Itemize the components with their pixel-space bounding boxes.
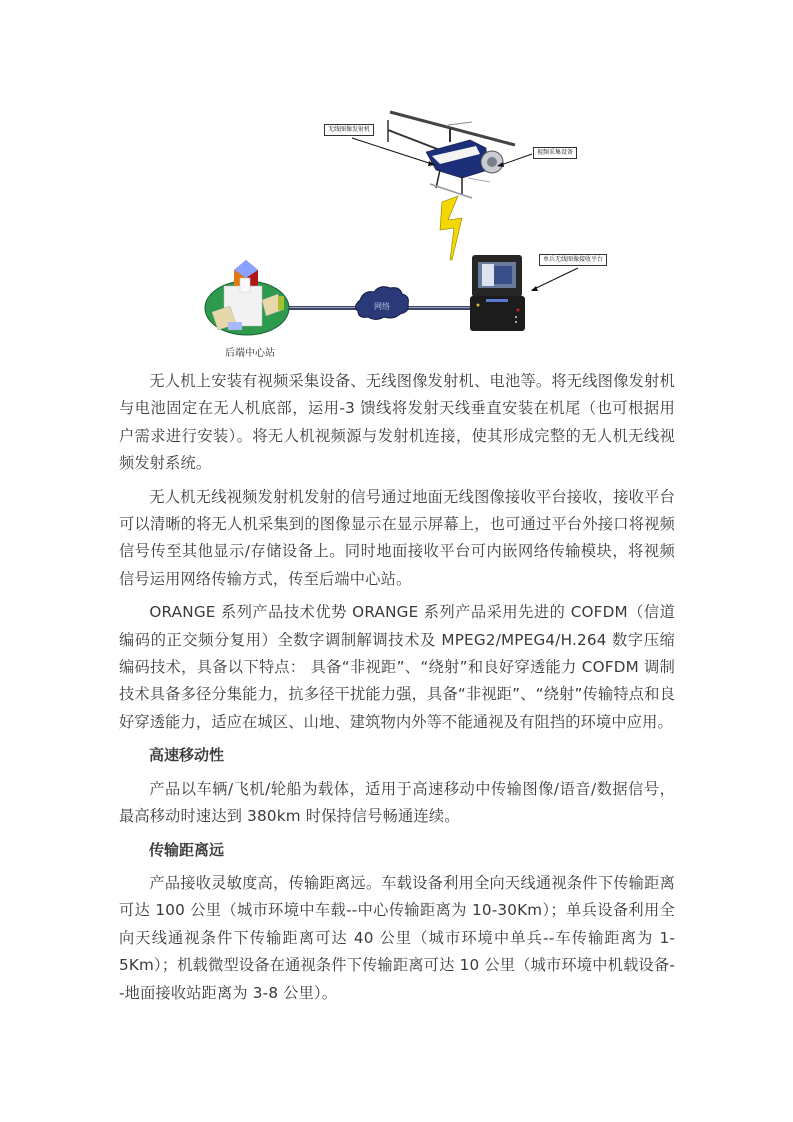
diagram-graphics <box>200 100 650 362</box>
receiver-callout: 单兵无线图像接收平台 <box>539 254 607 266</box>
network-label: 网络 <box>374 302 390 311</box>
section-heading-long-range: 传输距离远 <box>149 840 225 859</box>
transmitter-callout: 无线图像发射机 <box>324 124 374 136</box>
paragraph-orange-advantages: ORANGE 系列产品技术优势 ORANGE 系列产品采用先进的 COFDM（信道编码的正交频分复用）全数字调制解调技术及 MPEG2/MPEG4/H.264 数字压缩编码技术，具备以下特点： 具备“非视距”、“绕射”和良好穿透能力 COFDM 调制技术具备多径分集能力，抗多径干扰能力强，具备“非视距”、“绕射”传输特点和良好穿透能力，适应在城区、山地、建筑物内外等不能通视及有阻挡的环境中应用。 <box>119 603 675 731</box>
system-diagram <box>200 100 650 362</box>
helicopter-uav-icon <box>388 112 515 198</box>
paragraph-long-range: 产品接收灵敏度高，传输距离远。车载设备利用全向天线通视条件下传输距离可达 100 公里（城市环境中车载--中心传输距离为 10-30Km）；单兵设备利用全向天线通视条件下传输距离可达 40 公里（城市环境中单兵--车传输距离为 1-5Km）；机载微型设备在通视条件下传输距离可达 10 公里（城市环境中机载设备--地面接收站距离为 3-8 公里）。 <box>119 873 675 1002</box>
document-body <box>119 368 675 1013</box>
station-label: 后端中心站 <box>225 348 275 359</box>
section-heading-high-mobility: 高速移动性 <box>149 746 225 765</box>
paragraph-ground-receiver: 无人机无线视频发射机发射的信号通过地面无线图像接收平台接收，接收平台可以清晰的将无人机采集到的图像显示在显示屏幕上，也可通过平台外接口将视频信号传至其他显示/存储设备上。同时地面接收平台可内嵌网络传输模块，将视频信号运用网络传输方式，传至后端中心站。 <box>119 487 675 588</box>
camera-callout: 视频采集设备 <box>533 147 577 159</box>
receiver-platform-icon <box>470 255 525 331</box>
paragraph-uav-equipment: 无人机上安装有视频采集设备、无线图像发射机、电池等。将无线图像发射机与电池固定在无人机底部，运用-3 馈线将发射天线垂直安装在机尾（也可根据用户需求进行安装）。将无人机视频源与发射机连接，使其形成完整的无人机无线视频发射系统。 <box>119 372 675 473</box>
station-icon <box>205 260 289 335</box>
lightning-icon <box>440 196 462 260</box>
paragraph-high-mobility: 产品以车辆/飞机/轮船为载体，适用于高速移动中传输图像/语音/数据信号，最高移动时速达到 380km 时保持信号畅通连续。 <box>119 779 675 826</box>
